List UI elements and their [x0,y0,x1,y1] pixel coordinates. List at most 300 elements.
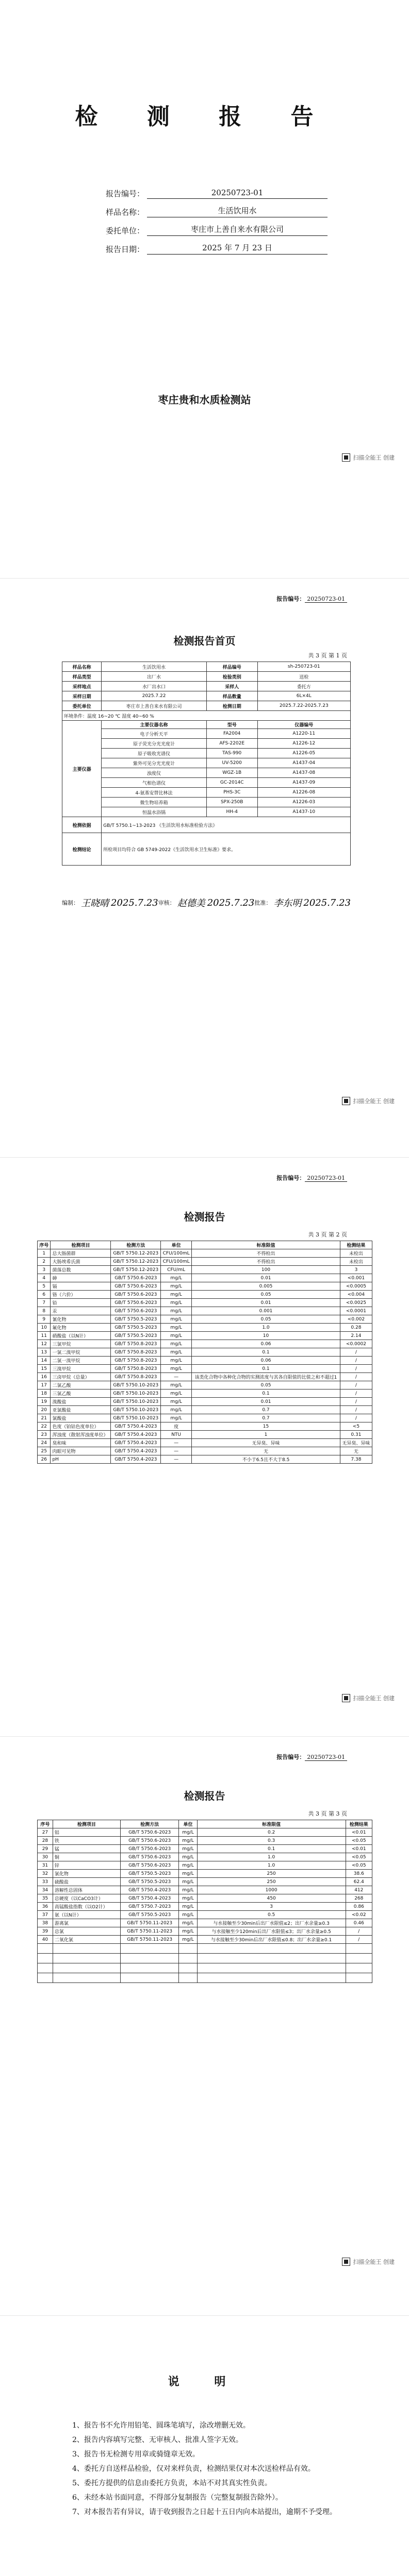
cell: mg/L [161,1291,192,1299]
cell [346,1963,372,1973]
cell: mg/L [161,1365,192,1373]
report-number-label: 报告编号： [276,1175,305,1181]
cell: 菌落总数 [51,1266,111,1274]
cell: 采样日期 [62,691,102,701]
cell: 34 [38,1886,53,1894]
cell: 送检 [257,672,350,682]
cell: 0.05 [192,1381,340,1389]
notes-page [0,2316,409,2576]
qr-icon [342,1694,350,1702]
cell: A1437-10 [257,807,350,817]
results-page-1 [0,1158,409,1735]
table-row [38,1307,372,1315]
note-item: 6、未经本站书面同意，不得部分复制报告（完整复制报告除外）。 [72,2494,283,2502]
cell: 3 [197,1903,346,1911]
cell: NTU [161,1431,192,1439]
cell: 主要仪器名称 [102,721,207,729]
cell: 氨（以N计） [53,1911,120,1919]
table-row [62,662,351,672]
table-row [38,1389,372,1398]
cell: mg/L [161,1315,192,1324]
cell: GB/T 5750.8-2023 [111,1340,161,1348]
cell [197,1963,346,1973]
column-header: 序号 [38,1241,51,1249]
cell: 型号 [206,721,257,729]
cell [197,1973,346,1983]
cell: 268 [346,1894,372,1903]
cell: / [340,1381,372,1389]
cell: / [340,1398,372,1406]
sample-info-table [62,662,351,866]
cell: GB/T 5750.8-2023 [111,1348,161,1357]
cell: / [346,1927,372,1936]
signature-name: 赵德美 [177,898,205,909]
field-label: 报告编号： [106,189,145,198]
cell: 0.7 [192,1406,340,1414]
table-row [38,1878,372,1886]
report-number [276,595,347,603]
field-label: 委托单位： [106,226,145,235]
cell: 0.1 [192,1365,340,1373]
scanner-label: 扫描全能王 创建 [353,454,395,461]
cell: 0.5 [197,1911,346,1919]
cell: GB/T 5750.6-2023 [121,1853,179,1861]
page-divider [0,1736,409,1737]
cell: 25 [38,1447,51,1455]
cell: 450 [197,1894,346,1903]
cell [197,1944,346,1954]
column-header: 检测结果 [340,1241,372,1249]
cell: A1220-11 [257,729,350,739]
cell: 19 [38,1398,51,1406]
cell: mg/L [161,1348,192,1357]
field-value: 生活饮用水 [147,205,328,217]
cell: mg/L [161,1398,192,1406]
cell: 4-氨基安替比林法 [102,788,207,798]
cell: 0.2 [197,1828,346,1837]
cell: 16 [38,1373,51,1381]
cell: 度 [161,1422,192,1431]
page-count: 共 3 页 第 3 页 [308,1810,347,1817]
signature-name: 王晓晴 [81,898,109,909]
cell: 15 [38,1365,51,1373]
cell: 39 [38,1927,53,1936]
report-home-page [0,579,409,1156]
cell: 40 [38,1936,53,1944]
cell: 1.0 [192,1324,340,1332]
cell [53,1973,120,1983]
table-row [38,1903,372,1911]
cell: 0.3 [197,1837,346,1845]
cell: 1 [192,1431,340,1439]
cell: 铁 [53,1837,120,1845]
cell: mg/L [161,1357,192,1365]
table-row [38,1447,372,1455]
cell: GB/T 5750.6-2023 [111,1274,161,1282]
table-row [38,1927,372,1936]
page-divider [0,1157,409,1158]
cell: 与水接触至少120min后出厂水限值≤3；出厂水余量≥0.5 [197,1927,346,1936]
page-count: 共 3 页 第 2 页 [308,1231,347,1238]
table-row [38,1894,372,1903]
cell: mg/L [179,1853,197,1861]
cell: 大肠埃希氏菌 [51,1258,111,1266]
cell: 主要仪器 [62,721,102,817]
cell: 检测结论 [62,833,102,866]
signature-compiler [62,896,158,909]
cell: 采样地点 [62,682,102,691]
cell: 0.06 [192,1340,340,1348]
cell: 微生物培养箱 [102,798,207,807]
scanner-label: 扫描全能王 创建 [353,1695,395,1702]
results-table [37,1820,372,1983]
cell: 7 [38,1299,51,1307]
cell: mg/L [161,1324,192,1332]
cell: <0.05 [346,1853,372,1861]
cell [346,1954,372,1963]
column-header: 单位 [179,1820,197,1828]
cell [38,1963,53,1973]
cell: GB/T 5750.6-2023 [121,1845,179,1853]
cell: mg/L [161,1381,192,1389]
field-label: 报告日期： [106,245,145,254]
cell: 气相色谱仪 [102,778,207,788]
cell [346,1944,372,1954]
cell: 0.005 [192,1282,340,1291]
cell: GB/T 5750.5-2023 [121,1870,179,1878]
column-header: 检测结果 [346,1820,372,1828]
table-row [38,1266,372,1274]
table-row [38,1919,372,1927]
cell: GB/T 5750.4-2023 [111,1439,161,1447]
cell: 硫酸盐 [53,1878,120,1886]
field-value: 枣庄市上善自来水有限公司 [147,224,328,236]
cell: 26 [38,1455,51,1464]
cell: GB/T 5750.6-2023 [121,1861,179,1870]
table-row [38,1258,372,1266]
table-row [38,1406,372,1414]
cover-row-report-no [106,180,328,199]
cell: CFU/100mL [161,1258,192,1266]
cell: GB/T 5750.5-2023 [111,1332,161,1340]
table-row [62,817,351,833]
cell: mg/L [161,1340,192,1348]
cell: A1226-05 [257,749,350,758]
header-row [38,1820,372,1828]
cell: 样品数量 [206,691,257,701]
cell: <0.004 [340,1291,372,1299]
cell: GB/T 5750.10-2023 [111,1381,161,1389]
cell [197,1954,346,1963]
signature-label: 审核： [158,900,175,906]
report-number [276,1753,347,1761]
cell: 10 [192,1332,340,1340]
cell: 原子荧光分光光度计 [102,739,207,749]
note-item: 2、报告内容填写完整、无审核人、批准人签字无效。 [72,2436,243,2444]
field-value: 2025 年 7 月 23 日 [147,242,328,255]
cover-row-sample-name [106,199,328,217]
table-row [38,1249,372,1258]
cell: 无异臭、异味 [192,1439,340,1447]
results-page-2 [0,1737,409,2314]
cell: GB/T 5750.12-2023 [111,1258,161,1266]
scanner-watermark [342,1694,395,1702]
equipment-row [62,749,351,758]
cell: 委托单位 [62,701,102,711]
cell: mg/L [179,1927,197,1936]
cell [179,1963,197,1973]
cell: 62.4 [346,1878,372,1886]
cell: WGZ-1B [206,768,257,778]
cell: GB/T 5750.8-2023 [111,1373,161,1381]
cell: 18 [38,1389,51,1398]
cell: 6 [38,1291,51,1299]
cell: 20 [38,1406,51,1414]
cell: A1437-08 [257,768,350,778]
cell [53,1963,120,1973]
note-item: 7、对本报告若有异议，请于收到报告之日起十五日内向本站提出，逾期不予受理。 [72,2508,337,2516]
cell: 肉眼可见物 [51,1447,111,1455]
cell: 1 [38,1249,51,1258]
cell: 无异臭、异味 [340,1439,372,1447]
cell: <0.05 [346,1837,372,1845]
cover-page [0,0,409,577]
cover-row-client [106,217,328,236]
cell: 电子分析天平 [102,729,207,739]
cell: 砷 [51,1274,111,1282]
cell: A1226-03 [257,798,350,807]
cell: 枣庄市上善自来水有限公司 [102,701,207,711]
notes-title: 说 明 [168,2375,241,2388]
cell: GB/T 5750.6-2023 [121,1837,179,1845]
cell: <0.001 [340,1274,372,1282]
cell: 不小于6.5且不大于8.5 [192,1455,340,1464]
table-row [38,1439,372,1447]
cell: 铬（六价） [51,1291,111,1299]
cell [121,1963,179,1973]
cell: mg/L [179,1919,197,1927]
cell: 17 [38,1381,51,1389]
cell: mg/L [179,1911,197,1919]
cell: 0.28 [340,1324,372,1332]
cell: 37 [38,1911,53,1919]
signature-row [62,896,351,909]
cell: mg/L [179,1886,197,1894]
cell: 无 [192,1447,340,1455]
equipment-row [62,807,351,817]
table-row [62,711,351,721]
cell: 镉 [51,1282,111,1291]
column-header: 标准限值 [192,1241,340,1249]
signature-name: 李东明 [273,898,302,909]
cell: 与水接触至少30min后出厂水限值≤2；出厂水余量≥0.3 [197,1919,346,1927]
table-row [38,1936,372,1944]
cell: sh-250723-01 [257,662,350,672]
cell: — [161,1447,192,1455]
environment-conditions: 环境条件：温度 16~20 ℃ 湿度 40~60 % [62,711,351,721]
table-row [62,691,351,701]
cell: <0.05 [346,1861,372,1870]
page-count: 共 3 页 第 1 页 [308,652,347,659]
cell: 0.05 [192,1315,340,1324]
cell: mg/L [161,1406,192,1414]
cell: 不得检出 [192,1249,340,1258]
cell: UV-5200 [206,758,257,768]
cell: 硝酸盐（以N计） [51,1332,111,1340]
cell: mg/L [161,1332,192,1340]
cell: 0.46 [346,1919,372,1927]
cell: pH [51,1455,111,1464]
table-row [62,833,351,866]
cell: 未检出 [340,1258,372,1266]
cell: 总大肠菌群 [51,1249,111,1258]
cell: 3 [340,1266,372,1274]
cell: mg/L [179,1845,197,1853]
cell: / [340,1406,372,1414]
cell: GB/T 5750.10-2023 [111,1414,161,1422]
cell: 二氯乙酸 [51,1381,111,1389]
note-item: 3、报告书无检测专用章或骑缝章无效。 [72,2450,200,2459]
cell: / [340,1365,372,1373]
cell [38,1944,53,1954]
cell: 溴酸盐 [51,1398,111,1406]
cell: 1000 [197,1886,346,1894]
scanner-label: 扫描全能王 创建 [353,2259,395,2265]
cell: mg/L [179,1870,197,1878]
cell: 0.1 [197,1845,346,1853]
cell: 7.38 [340,1455,372,1464]
cell: 33 [38,1878,53,1886]
signature-label: 编制： [62,900,79,906]
column-header: 检测方法 [121,1820,179,1828]
cell: 250 [197,1870,346,1878]
cell: 臭和味 [51,1439,111,1447]
cell: 24 [38,1439,51,1447]
cell: <0.002 [340,1315,372,1324]
cell: 0.1 [192,1389,340,1398]
cell: 一氯二溴甲烷 [51,1348,111,1357]
cell: 250 [197,1878,346,1886]
page-title: 检测报告 [184,1211,225,1223]
cell: 出厂水 [102,672,207,682]
cell: 2 [38,1258,51,1266]
report-number-value: 20250723-01 [305,596,347,603]
cell: 总硬度（以CaCO3计） [53,1894,120,1903]
table-row [38,1381,372,1389]
cell: 游离氯 [53,1919,120,1927]
cell: mg/L [179,1837,197,1845]
signature-date: 2025.7.23 [303,897,351,908]
cell: 0.01 [192,1274,340,1282]
cell: 28 [38,1837,53,1845]
cell: GB/T 5750.6-2023 [111,1282,161,1291]
cell: 铝 [53,1828,120,1837]
qr-icon [342,1097,350,1105]
cell: A1437-09 [257,778,350,788]
scanner-label: 扫描全能王 创建 [353,1098,395,1105]
cell: 亚氯酸盐 [51,1406,111,1414]
cell: A1226-12 [257,739,350,749]
cell: / [340,1389,372,1398]
report-number-label: 报告编号： [276,596,305,602]
cell: GB/T 5750.6-2023 [111,1291,161,1299]
cell: 三卤甲烷（总量） [51,1373,111,1381]
cell: 36 [38,1903,53,1911]
cell [38,1973,53,1983]
cell: mg/L [179,1936,197,1944]
table-row [38,1299,372,1307]
cell: 原子吸收光谱仪 [102,749,207,758]
cell: 0.05 [192,1291,340,1299]
equipment-row [62,788,351,798]
table-row [62,701,351,711]
cell [346,1973,372,1983]
column-header: 检测方法 [111,1241,161,1249]
header-row [38,1241,372,1249]
cell: 31 [38,1861,53,1870]
table-row [38,1870,372,1878]
cell: PHS-3C [206,788,257,798]
test-conclusion: 所检项目均符合 GB 5749-2022《生活饮用水卫生标准》要求。 [102,833,351,866]
cell: 0.001 [192,1307,340,1315]
cell: 检测依据 [62,817,102,833]
testing-station-name: 枣庄贵和水质检测站 [158,394,251,406]
table-row [38,1348,372,1357]
cell: 氯酸盐 [51,1414,111,1422]
table-row [38,1861,372,1870]
column-header: 标准限值 [197,1820,346,1828]
cell: mg/L [179,1828,197,1837]
column-header: 检测项目 [51,1241,111,1249]
cell: mg/L [161,1282,192,1291]
cell: 13 [38,1348,51,1357]
signature-date: 2025.7.23 [207,897,255,908]
table-row [38,1398,372,1406]
cell: / [340,1373,372,1381]
cell: 浑浊度（散射浑浊度单位） [51,1431,111,1439]
table-row [38,1340,372,1348]
note-item: 5、委托方提供的信息由委托方负责，本站不对其真实性负责。 [72,2479,272,2487]
page-title: 检测报告首页 [173,635,236,647]
cell: <0.0005 [340,1282,372,1291]
cell: TAS-990 [206,749,257,758]
note-item: 1、报告书不允许用铅笔、圆珠笔填写，涂改增删无效。 [72,2421,250,2430]
table-row [38,1373,372,1381]
cell: 1.0 [197,1861,346,1870]
table-row [38,1886,372,1894]
cover-row-report-date [106,236,328,255]
cell: 仪器编号 [257,721,350,729]
cell: / [346,1936,372,1944]
cell: — [161,1373,192,1381]
cell [53,1944,120,1954]
cell: 35 [38,1894,53,1903]
cell: mg/L [161,1414,192,1422]
cell: CFU/100mL [161,1249,192,1258]
cell: 三氯乙酸 [51,1389,111,1398]
cell: 氰化物 [51,1315,111,1324]
notes-list [72,2419,340,2520]
cell: GB/T 5750.4-2023 [121,1894,179,1903]
test-method: GB/T 5750.1~13-2023 《生活饮用水标准检验方法》 [102,817,351,833]
cell: 0.86 [346,1903,372,1911]
cell: 15 [192,1422,340,1431]
cell: GB/T 5750.11-2023 [121,1919,179,1927]
qr-icon [342,2258,350,2266]
cell [38,1954,53,1963]
table-row [38,1274,372,1282]
table-row [38,1828,372,1837]
